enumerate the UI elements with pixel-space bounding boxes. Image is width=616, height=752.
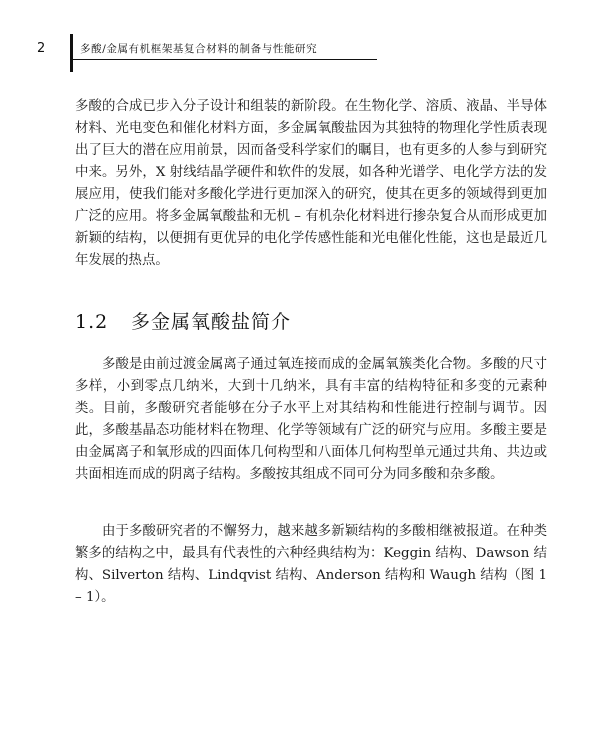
header-vertical-rule <box>70 34 73 72</box>
body-paragraph-3: 由于多酸研究者的不懈努力，越来越多新颖结构的多酸相继被报道。在种类繁多的结构之中，最具有代表性的六种经典结构为：Keggin 结构、Dawson 结构、Silverton 结构、Lindqvist 结构、Anderson 结构和 Waugh 结构（图 1 – 1）。 <box>75 524 547 605</box>
body-paragraph-1: 多酸的合成已步入分子设计和组装的新阶段。在生物化学、溶质、液晶、半导体材料、光电变色和催化材料方面，多金属氧酸盐因为其独特的物理化学性质表现出了巨大的潜在应用前景，因而备受科学家们的瞩目，也有更多的人参与到研究中来。另外，X 射线结晶学硬件和软件的发展，如各种光谱学、电化学方法的发展应用，使我们能对多酸化学进行更加深入的研究，使其在更多的领域得到更加广泛的应用。将多金属氧酸盐和无机 – 有机杂化材料进行掺杂复合从而形成更加新颖的结构，以便拥有更优异的电化学传感性能和光电催化性能，这也是最近几年发展的热点。 <box>75 99 547 268</box>
header-horizontal-rule <box>73 59 377 60</box>
body-paragraph-2: 多酸是由前过渡金属离子通过氧连接而成的金属氧簇类化合物。多酸的尺寸多样，小到零点几纳米，大到十几纳米，具有丰富的结构特征和多变的元素种类。目前，多酸研究者能够在分子水平上对其结构和性能进行控制与调节。因此，多酸基晶态功能材料在物理、化学等领域有广泛的研究与应用。多酸主要是由金属离子和氧形成的四面体几何构型和八面体几何构型单元通过共角、共边或共面相连而成的阴离子结构。多酸按其组成不同可分为同多酸和杂多酸。 <box>75 357 547 482</box>
page-number: 2 <box>37 41 46 56</box>
section-title: 多金属氧酸盐简介 <box>131 311 292 333</box>
section-number: 1.2 <box>75 311 109 333</box>
running-header-title: 多酸/金属有机框架基复合材料的制备与性能研究 <box>80 43 318 55</box>
section-heading <box>75 309 291 335</box>
